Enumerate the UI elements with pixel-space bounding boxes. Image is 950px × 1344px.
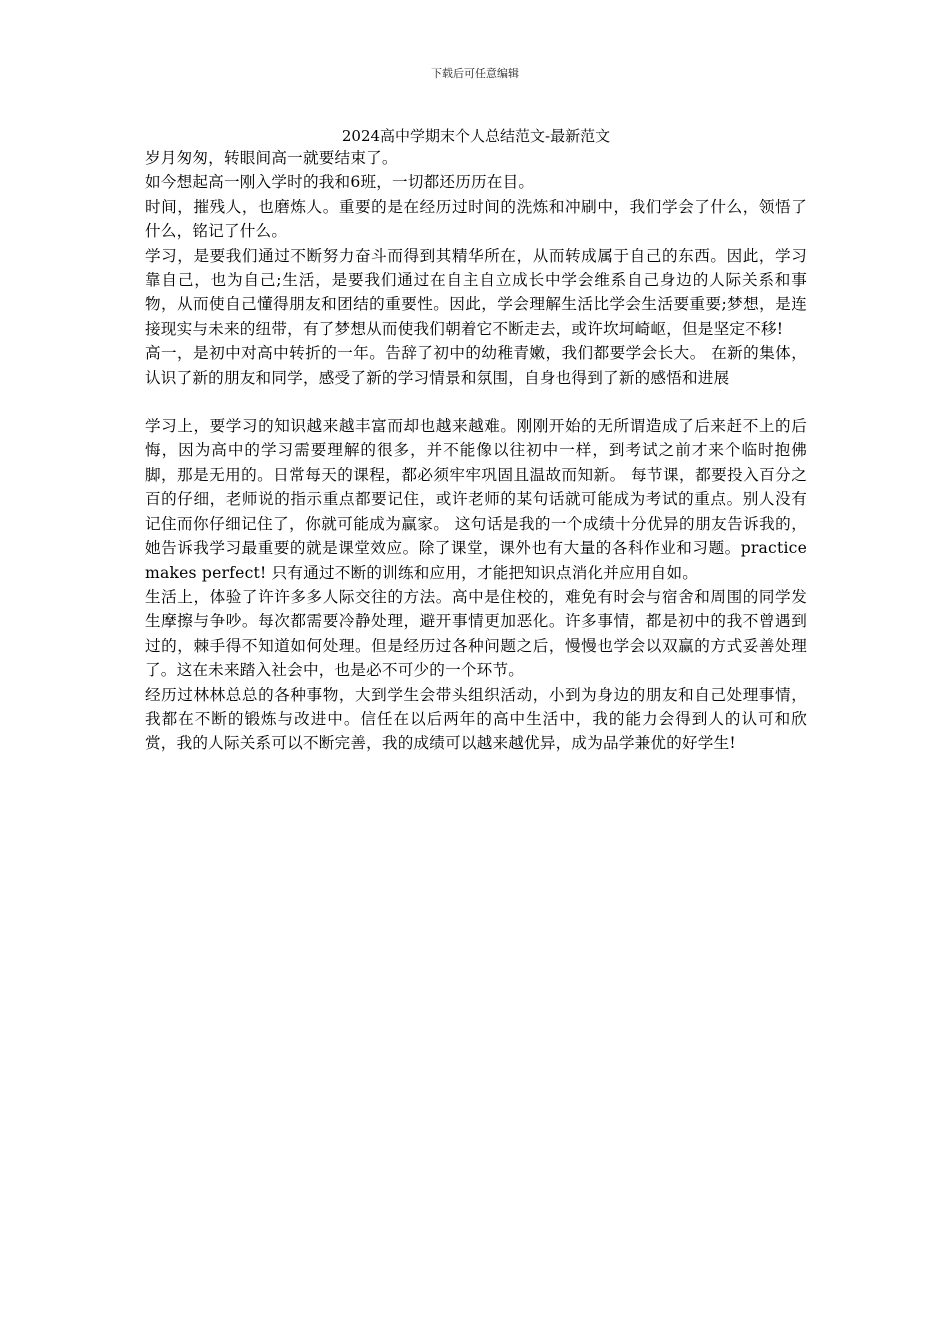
paragraph-study-life-dream: 学习，是要我们通过不断努力奋斗而得到其精华所在，从而转成属于自己的东西。因此，学习靠自己，也为自己;生活，是要我们通过在自主自立成长中学会维系自己身边的人际关系和事物，从而使自己懂得朋友和团结的重要性。因此，学会理解生活比学会生活要重要;梦想，是连接现实与未来的纽带，有了梦想从而使我们朝着它不断走去，或许坎坷崎岖，但是坚定不移! bbox=[145, 246, 807, 338]
paragraph-gap bbox=[145, 390, 807, 414]
paragraph-learning: 学习上，要学习的知识越来越丰富而却也越来越难。刚刚开始的无所谓造成了后来赶不上的后悔，因为高中的学习需要理解的很多，并不能像以往初中一样，到考试之前才来个临时抱佛脚，那是无用的。日常每天的课程，都必须牢牢巩固且温故而知新。 每节课，都要投入百分之百的仔细，老师说的指示重点都要记住，或许老师的某句话就可能成为考试的重点。别人没有记住而你仔细记住了，你就可能成为赢家。 这句话是我的一个成绩十分优异的朋友告诉我的，她告诉我学习最重要的就是课堂效应。除了课堂，课外也有大量的各科作业和习题。practice makes perfect! 只有通过不断的训练和应用，才能把知识点消化并应用自如。 bbox=[145, 417, 807, 582]
paragraph-life: 生活上，体验了许许多多人际交往的方法。高中是住校的，难免有时会与宿舍和周围的同学发生摩擦与争吵。每次都需要冷静处理，避开事情更加恶化。许多事情，都是初中的我不曾遇到过的，棘手得不知道如何处理。但是经历过各种问题之后，慢慢也学会以双赢的方式妥善处理了。这在未来踏入社会中，也是必不可少的一个环节。 bbox=[145, 587, 807, 680]
paragraph-memory: 如今想起高一刚入学时的我和6班，一切都还历历在目。 bbox=[145, 173, 535, 192]
paragraph-grade-one: 高一，是初中对高中转折的一年。告辞了初中的幼稚青嫩，我们都要学会长大。 在新的集体，认识了新的朋友和同学，感受了新的学习情景和氛围，自身也得到了新的感悟和进展 bbox=[145, 344, 807, 387]
document-body bbox=[145, 126, 807, 756]
paragraph-time: 时间，摧残人，也磨炼人。重要的是在经历过时间的洗炼和冲刷中，我们学会了什么，领悟了什么，铭记了什么。 bbox=[145, 197, 807, 241]
document-title: 2024高中学期末个人总结范文-最新范文 bbox=[341, 127, 611, 145]
paragraph-conclusion: 经历过林林总总的各种事物，大到学生会带头组织活动，小到为身边的朋友和自己处理事情，我都在不断的锻炼与改进中。信任在以后两年的高中生活中，我的能力会得到人的认可和欣赏，我的人际关系可以不断完善，我的成绩可以越来越优异，成为品学兼优的好学生! bbox=[145, 685, 807, 753]
paragraph-opening: 岁月匆匆，转眼间高一就要结束了。 bbox=[145, 149, 398, 167]
download-note: 下载后可任意编辑 bbox=[431, 67, 519, 80]
